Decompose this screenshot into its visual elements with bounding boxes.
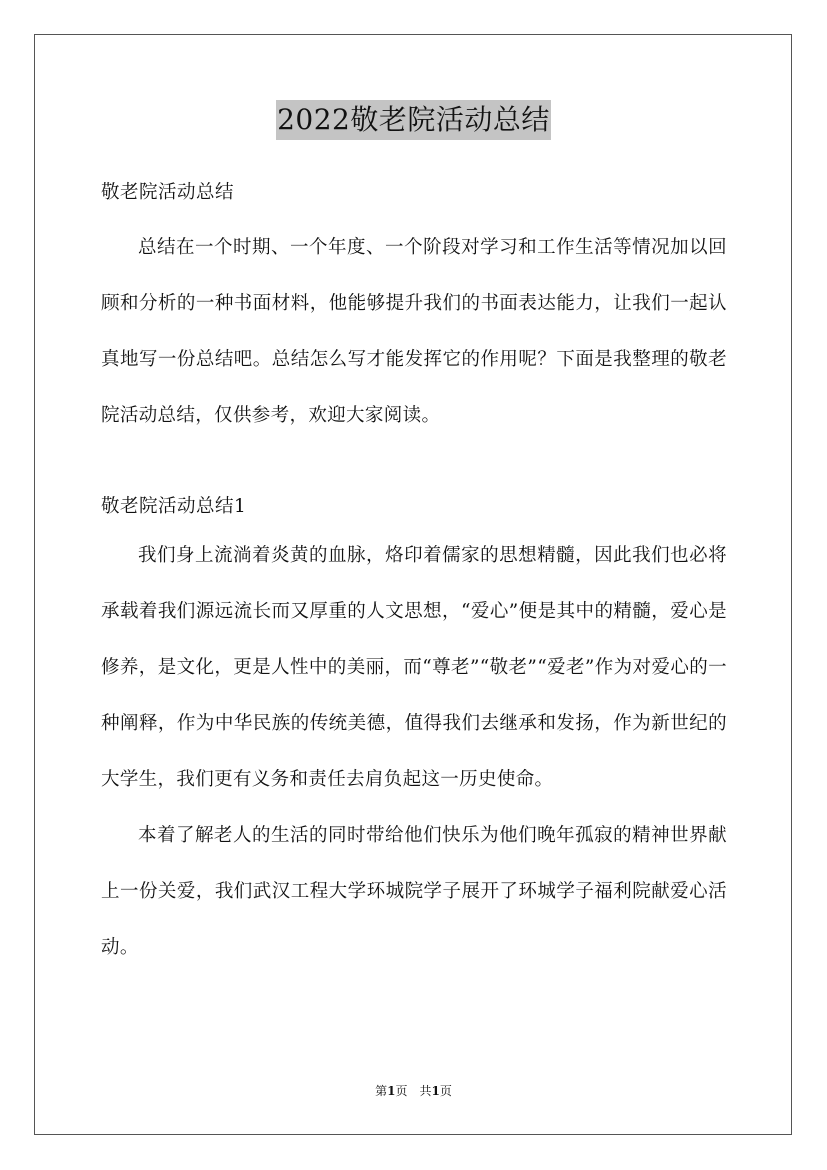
title-area	[0, 100, 827, 140]
page-footer	[0, 1082, 827, 1100]
document-body	[101, 172, 727, 976]
document-subtitle: 敬老院活动总结	[101, 182, 235, 203]
footer-page-total: 1	[431, 1084, 440, 1098]
footer-page-current: 1	[387, 1084, 396, 1098]
section-1-paragraph-2: 本着了解老人的生活的同时带给他们快乐为他们晚年孤寂的精神世界献上一份关爱，我们武汉工程大学环城院学子展开了环城学子福利院献爱心活动。	[101, 825, 727, 958]
document-title: 2022敬老院活动总结	[276, 100, 551, 140]
footer-page-mid: 页 共	[395, 1084, 432, 1098]
section-1-paragraph-1: 我们身上流淌着炎黄的血脉，烙印着儒家的思想精髓，因此我们也必将承载着我们源远流长而又厚重的人文思想，“爱心”便是其中的精髓，爱心是修养，是文化，更是人性中的美丽，而“尊老”“敬老”“爱老”作为对爱心的一种阐释，作为中华民族的传统美德，值得我们去继承和发扬，作为新世纪的大学生，我们更有义务和责任去肩负起这一历史使命。	[101, 545, 727, 790]
intro-paragraph: 总结在一个时期、一个年度、一个阶段对学习和工作生活等情况加以回顾和分析的一种书面材料，他能够提升我们的书面表达能力，让我们一起认真地写一份总结吧。总结怎么写才能发挥它的作用呢？下面是我整理的敬老院活动总结，仅供参考，欢迎大家阅读。	[101, 237, 727, 426]
footer-page-suffix: 页	[439, 1084, 452, 1098]
footer-page-prefix: 第	[375, 1084, 388, 1098]
section-heading-1: 敬老院活动总结1	[101, 496, 247, 517]
